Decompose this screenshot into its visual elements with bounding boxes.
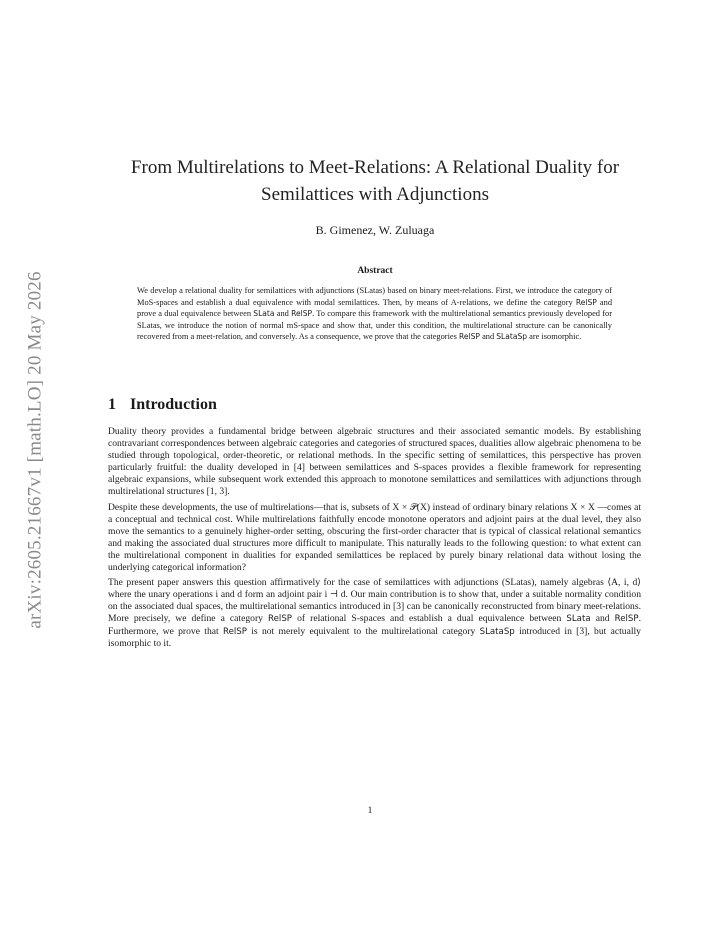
category-name: RelSP [614, 614, 639, 625]
category-name: SLata [566, 614, 591, 625]
page-number: 1 [367, 806, 373, 816]
paper-authors: B. Gimenez, W. Zuluaga [315, 223, 435, 237]
introduction-body [108, 426, 641, 650]
paragraph-text: introduced in [3], but actually isomorphic to it. [108, 625, 641, 649]
paragraph: Duality theory provides a fundamental bridge between algebraic structures and their associated semantic models. By establishing contravariant correspondences between algebraic categories and categories of structured spaces, dualities allow algebraic phenomena to be studied through topological, order-theoretic, or relational methods. In the specific setting of semilattices, this perspective has proven particularly fruitful: the duality developed in [4] between semilattices and S-spaces provides a flexible framework for representing algebraic expansions, while subsequent work extended this approach to monotone semilattices and semilattices with adjunctions through multirelational structures [1, 3]. [108, 426, 641, 498]
paragraph-text: of relational S-spaces and establish a dual equivalence between [292, 613, 567, 625]
abstract-text: . To compare this framework with the multirelational semantics previously developed for SLatas, we introduce the notion of normal mS-space and show that, under this condition, the multirelational structure can be canonically recovered from a meet-relation, and conversely. As a consequence, we prove that the categories [137, 309, 612, 341]
paragraph [108, 577, 641, 650]
category-name: RelSP [575, 297, 597, 307]
abstract-text: and [274, 309, 292, 318]
paragraph-text: is not merely equivalent to the multirelational category [246, 625, 480, 637]
paragraph-text: . Furthermore, we prove that [108, 613, 642, 637]
abstract-text: and [479, 332, 497, 341]
abstract-text: are isomorphic. [527, 332, 582, 341]
paragraph-text: and [590, 613, 615, 625]
paper-title: From Multirelations to Meet-Relations: A Relational Duality for Semilattices with Adjunctions [130, 157, 620, 205]
paragraph-text: The present paper answers this question affirmatively for the case of semilattices with adjunctions (SLatas), namely algebras ⟨A, i, d⟩ where the unary operations i and d form an adjoint pair i ⊣ d. Our main contribution is to show that, under a suitable normality condition on the associated dual spaces, the multirelational semantics introduced in [3] can be canonically reconstructed from binary meet-relations. More precisely, we define a category [108, 577, 641, 625]
category-name: RelSP [458, 332, 480, 341]
paragraph: Despite these developments, the use of multirelations—that is, subsets of X × 𝒫(X) instead of ordinary binary relations X × X —comes at a conceptual and technical cost. While multirelations faithfully encode monotone operators and adjoint pairs at the dual level, they also move the semantics to a genuinely higher-order setting, obscuring the first-order character that is typical of classical relational semantics and making the associated dual structures more difficult to manipulate. This naturally leads to the following question: to what extent can the multirelational component in dualities for expanded semilattices be replaced by purely binary relational data without losing the underlying categorical information? [108, 501, 641, 574]
category-name: RelSP [291, 309, 313, 318]
category-name: SLataSp [496, 332, 528, 341]
arxiv-sidebar [16, 240, 56, 660]
category-name: RelSP [268, 614, 292, 625]
section-title: Introduction [130, 396, 217, 413]
abstract-heading: Abstract [357, 266, 393, 276]
abstract-text: and prove a dual equivalence between [137, 297, 613, 318]
section-number: 1 [108, 396, 116, 413]
section-heading [108, 396, 217, 414]
abstract-text: We develop a relational duality for semilattices with adjunctions (SLatas) based on binary meet-relations. First, we introduce the category of MoS-spaces and establish a dual equivalence with modal semilattices. Then, by means of A-relations, we define the category [137, 286, 612, 307]
abstract-body [137, 285, 612, 343]
arxiv-identifier: arXiv:2605.21667v1 [math.LO] 20 May 2026 [25, 271, 46, 629]
category-name: SLataSp [479, 626, 515, 637]
category-name: RelSP [222, 626, 247, 637]
category-name: SLata [253, 309, 275, 318]
